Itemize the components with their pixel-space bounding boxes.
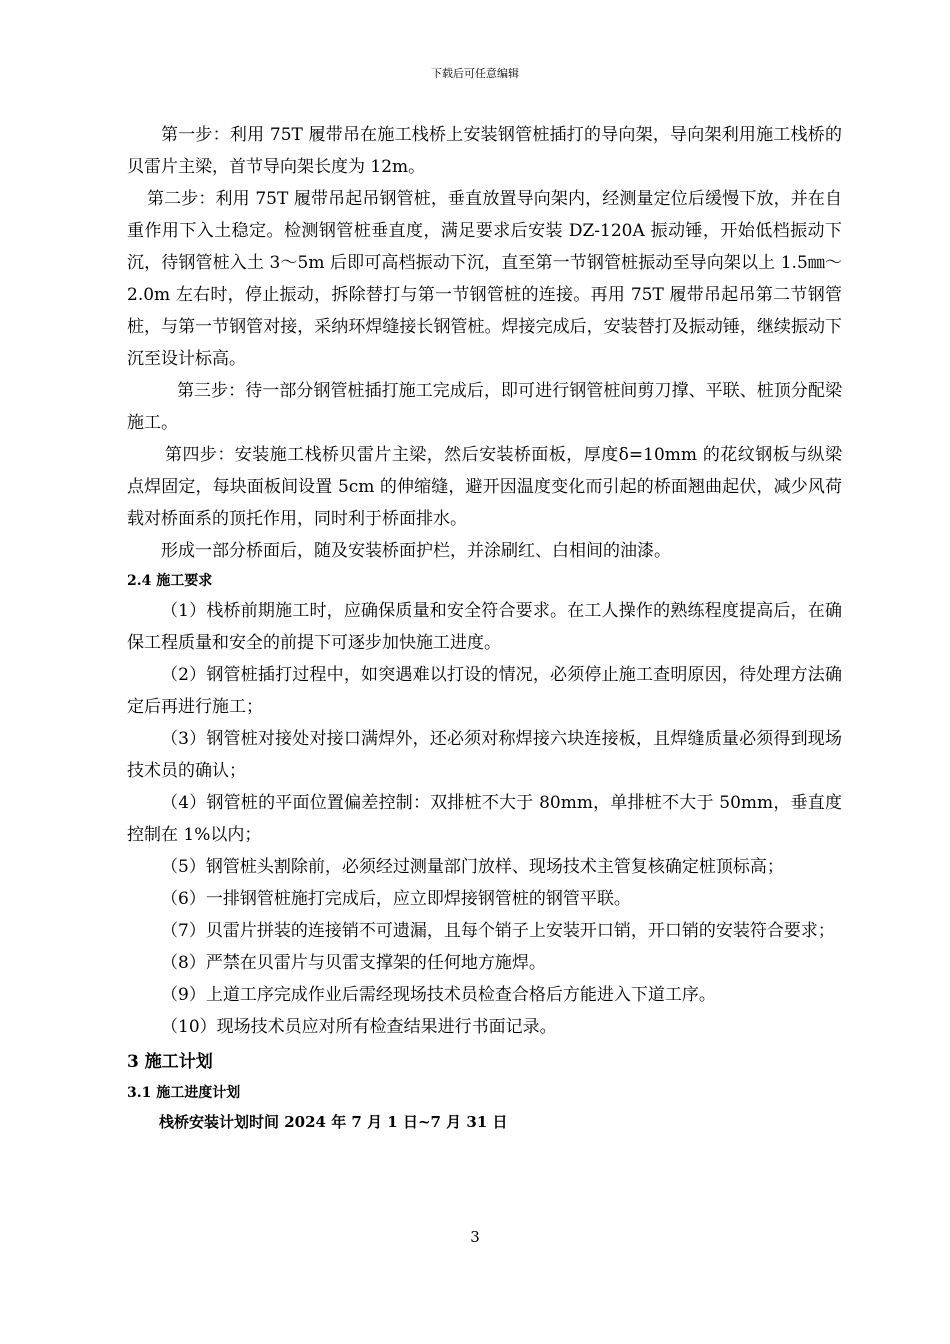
document-body — [127, 119, 842, 1137]
requirement-item: （6）一排钢管桩施打完成后，应立即焊接钢管桩的钢管平联。 — [161, 889, 631, 909]
step-5-paragraph: 形成一部分桥面后，随及安装桥面护栏，并涂刷红、白相间的油漆。 — [161, 541, 671, 561]
requirement-item: （8）严禁在贝雷片与贝雷支撑架的任何地方施焊。 — [161, 953, 546, 973]
step-3-paragraph: 第三步：待一部分钢管桩插打施工完成后，即可进行钢管桩间剪刀撑、平联、桩顶分配梁施工。 — [127, 381, 842, 433]
requirement-item: （3）钢管桩对接处对接口满焊外，还必须对称焊接六块连接板，且焊缝质量必须得到现场技术员的确认； — [127, 729, 842, 781]
step-1-paragraph: 第一步：利用 75T 履带吊在施工栈桥上安装钢管桩插打的导向架，导向架利用施工栈桥的贝雷片主梁，首节导向架长度为 12m。 — [127, 125, 842, 177]
step-2-paragraph: 第二步：利用 75T 履带吊起吊钢管桩，垂直放置导向架内，经测量定位后缓慢下放，并在自重作用下入土稳定。检测钢管桩垂直度，满足要求后安装 DZ-120A 振动锤，开始低档振动下沉，待钢管桩入土 3～5m 后即可高档振动下沉，直至第一节钢管桩振动至导向架以上 1.5㎜～2.0m 左右时，停止振动，拆除替打与第一节钢管桩的连接。再用 75T 履带吊起吊第二节钢管桩，与第一节钢管对接，采纳环焊缝接长钢管桩。焊接完成后，安装替打及振动锤，继续振动下沉至设计标高。 — [127, 189, 842, 369]
requirement-item: （2）钢管桩插打过程中，如突遇难以打设的情况，必须停止施工查明原因，待处理方法确定后再进行施工； — [127, 665, 842, 717]
section-3-heading: 3 施工计划 — [127, 1052, 213, 1072]
requirement-item: （1）栈桥前期施工时，应确保质量和安全符合要求。在工人操作的熟练程度提高后，在确保工程质量和安全的前提下可逐步加快施工进度。 — [127, 601, 842, 653]
requirement-item: （7）贝雷片拼装的连接销不可遗漏，且每个销子上安装开口销，开口销的安装符合要求； — [161, 921, 835, 941]
installation-plan-line: 栈桥安装计划时间 2024 年 7 月 1 日~7 月 31 日 — [159, 1113, 508, 1131]
section-2-4-heading: 2.4 施工要求 — [127, 573, 213, 589]
page-number: 3 — [470, 1228, 480, 1246]
step-4-paragraph: 第四步：安装施工栈桥贝雷片主梁，然后安装桥面板，厚度δ=10mm 的花纹钢板与纵梁点焊固定，每块面板间设置 5cm 的伸缩缝，避开因温度变化而引起的桥面翘曲起伏，减少风荷载对桥面系的顶托作用，同时利于桥面排水。 — [127, 445, 842, 529]
requirement-item: （9）上道工序完成作业后需经现场技术员检查合格后方能进入下道工序。 — [161, 985, 716, 1005]
requirement-item: （5）钢管桩头割除前，必须经过测量部门放样、现场技术主管复核确定桩顶标高； — [161, 857, 784, 877]
requirement-item: （4）钢管桩的平面位置偏差控制：双排桩不大于 80mm，单排桩不大于 50mm，垂直度控制在 1%以内； — [127, 793, 842, 845]
requirement-item: （10）现场技术员应对所有检查结果进行书面记录。 — [161, 1017, 557, 1037]
section-3-1-heading: 3.1 施工进度计划 — [127, 1085, 241, 1101]
page-header: 下载后可任意编辑 — [431, 67, 519, 80]
